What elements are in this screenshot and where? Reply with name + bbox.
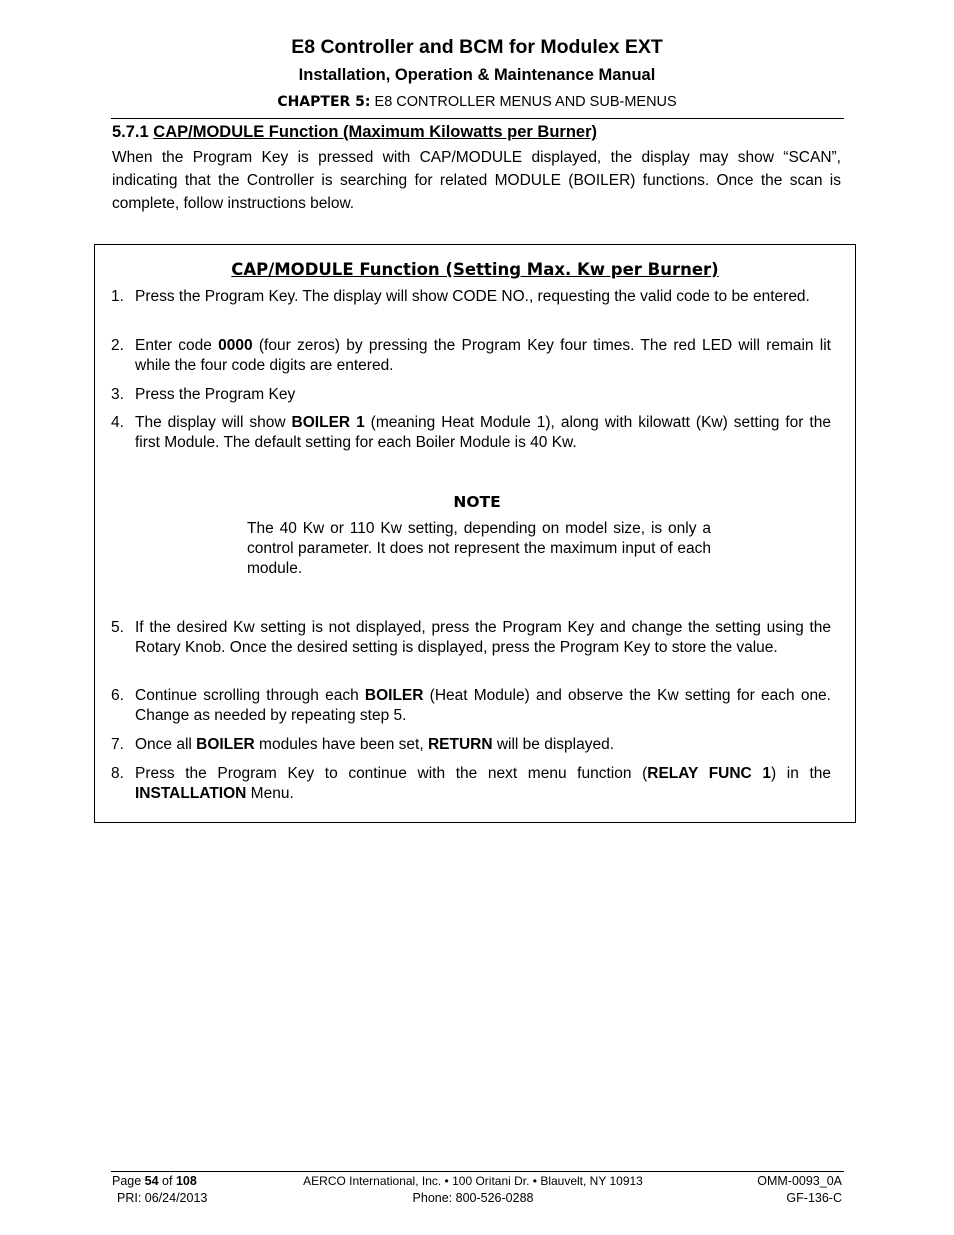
step-text: [135, 618, 831, 658]
header-divider: [111, 118, 844, 119]
step-text-run: modules have been set,: [254, 736, 428, 753]
step-text-run: (four zeros) by pressing the Program Key four times. The red LED will remain lit while the four code digits are entered.: [135, 337, 831, 374]
step-text: [135, 735, 831, 755]
chapter-label: CHAPTER 5:: [277, 94, 371, 110]
step-number: 7.: [111, 736, 124, 753]
footer-divider: [111, 1171, 844, 1172]
step-text-bold: RETURN: [427, 736, 493, 753]
form-id: GF-136-C: [786, 1191, 842, 1205]
step-text-bold: BOILER 1: [291, 414, 365, 431]
step-text: [135, 287, 831, 307]
company-phone: Phone: 800-526-0288: [412, 1191, 534, 1205]
step-number: 6.: [111, 687, 124, 704]
step-text-run: will be displayed.: [492, 736, 615, 753]
intro-paragraph: When the Program Key is pressed with CAP/MODULE displayed, the display may show “SCAN”, indicating that the Controller is searching for related MODULE (BOILER) functions. Once the scan is complete, follow instructions below.: [112, 149, 841, 212]
step-text-run: (meaning Heat Module 1), along with kilowatt (Kw) setting for the first Module. The default setting for each Boiler Module is 40 Kw.: [135, 414, 831, 451]
document-subtitle: Installation, Operation & Maintenance Manual: [298, 66, 656, 84]
chapter-title: E8 CONTROLLER MENUS AND SUB-MENUS: [374, 94, 677, 110]
step-text-run: Press the Program Key: [135, 386, 296, 403]
procedure-step: [111, 385, 831, 405]
step-text-run: The display will show: [135, 414, 292, 431]
step-text: [135, 385, 831, 405]
step-number: 5.: [111, 619, 124, 636]
step-text-run: Press the Program Key. The display will show CODE NO., requesting the valid code to be entered.: [135, 288, 810, 305]
step-text-run: Continue scrolling through each: [135, 687, 365, 704]
step-number: 1.: [111, 288, 124, 305]
step-text-run: ) in the: [770, 765, 831, 782]
step-text-run: Press the Program Key to continue with the next menu function (: [135, 765, 648, 782]
step-number: 2.: [111, 337, 124, 354]
page-prefix: Page: [112, 1174, 145, 1188]
pri-date: PRI: 06/24/2013: [117, 1191, 208, 1205]
procedure-box: [94, 244, 856, 823]
step-text-run: If the desired Kw setting is not displayed, press the Program Key and change the setting using the Rotary Knob. Once the desired setting is displayed, press the Program Key to store the value.: [135, 619, 831, 656]
step-number: 3.: [111, 386, 124, 403]
step-text-run: Menu.: [246, 785, 294, 802]
section-heading: [112, 123, 597, 142]
document-title: E8 Controller and BCM for Modulex EXT: [291, 36, 663, 58]
step-text: [135, 764, 831, 804]
procedure-step: [111, 618, 831, 658]
chapter-line: [0, 94, 954, 110]
document-id: OMM-0093_0A: [757, 1174, 842, 1188]
procedure-step: [111, 336, 831, 376]
step-text-run: Once all: [135, 736, 197, 753]
step-text-bold: 0000: [218, 337, 253, 354]
step-text-run: Enter code: [135, 337, 219, 354]
page-total: 108: [175, 1174, 197, 1188]
step-text-bold: RELAY FUNC 1: [647, 765, 771, 782]
section-number: 5.7.1: [112, 123, 149, 141]
step-number: 8.: [111, 765, 124, 782]
page-number: [112, 1173, 197, 1190]
procedure-step: [111, 764, 831, 804]
section-title: CAP/MODULE Function (Maximum Kilowatts per Burner): [153, 123, 597, 141]
procedure-step: [111, 735, 831, 755]
note-text: The 40 Kw or 110 Kw setting, depending on model size, is only a control parameter. It does not represent the maximum input of each module.: [247, 520, 711, 577]
step-text: [135, 686, 831, 726]
page-of: of: [158, 1174, 176, 1188]
step-text-run: (Heat Module) and observe the Kw setting for each one. Change as needed by repeating step 5.: [135, 687, 831, 724]
step-text: [135, 413, 831, 453]
note-heading: NOTE: [453, 493, 501, 511]
page-current: 54: [144, 1174, 159, 1188]
procedure-step: [111, 413, 831, 453]
step-number: 4.: [111, 414, 124, 431]
procedure-title: CAP/MODULE Function (Setting Max. Kw per Burner): [231, 260, 719, 279]
procedure-step: [111, 287, 831, 307]
procedure-step: [111, 686, 831, 726]
step-text-bold: INSTALLATION: [135, 785, 247, 802]
step-text-bold: BOILER: [196, 736, 255, 753]
step-text: [135, 336, 831, 376]
company-address: AERCO International, Inc. • 100 Oritani Dr. • Blauvelt, NY 10913: [303, 1174, 643, 1188]
step-text-bold: BOILER: [364, 687, 424, 704]
